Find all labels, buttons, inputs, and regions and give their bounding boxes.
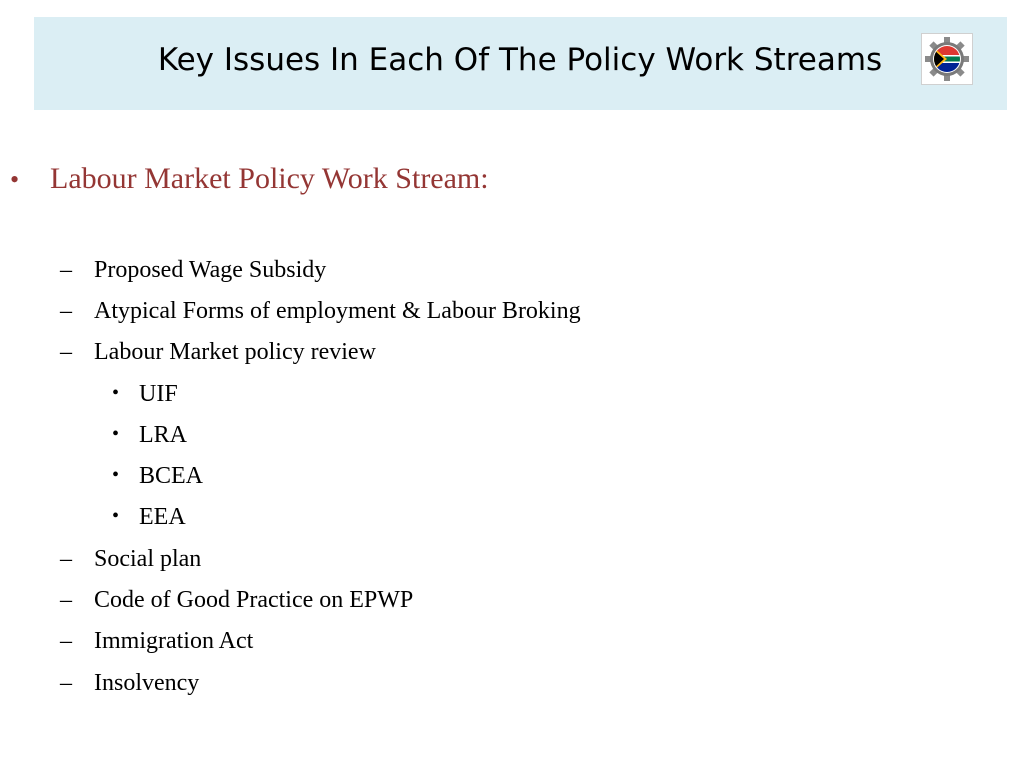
list-item — [60, 257, 326, 284]
dot-marker: • — [112, 464, 120, 486]
dot-marker: • — [112, 423, 120, 445]
dot-marker: • — [112, 382, 120, 404]
list-item — [112, 463, 203, 490]
list-item — [60, 587, 413, 614]
heading-bullet: • — [10, 165, 20, 194]
list-item — [60, 628, 253, 655]
item-text: Code of Good Practice on EPWP — [94, 587, 414, 613]
list-item — [60, 339, 376, 366]
list-item — [112, 504, 186, 531]
item-text: Proposed Wage Subsidy — [94, 257, 327, 283]
item-text: EEA — [139, 504, 186, 530]
list-item — [60, 298, 581, 325]
dash-marker: – — [60, 587, 72, 613]
slide-title: Key Issues In Each Of The Policy Work Streams — [157, 42, 883, 78]
item-text: Immigration Act — [94, 628, 254, 654]
dash-marker: – — [60, 546, 72, 572]
item-text: UIF — [139, 381, 178, 407]
list-item — [60, 670, 199, 697]
item-text: Insolvency — [94, 670, 200, 696]
list-item — [60, 546, 201, 573]
item-text: BCEA — [139, 463, 204, 489]
heading-item — [10, 162, 489, 196]
dash-marker: – — [60, 298, 72, 324]
dash-marker: – — [60, 339, 72, 365]
dash-marker: – — [60, 628, 72, 654]
item-text: Atypical Forms of employment & Labour Broking — [94, 298, 581, 324]
list-item — [112, 422, 187, 449]
item-text: LRA — [139, 422, 187, 448]
section-heading: Labour Market Policy Work Stream: — [50, 162, 489, 195]
list-item — [112, 381, 178, 408]
item-text: Social plan — [94, 546, 202, 572]
item-text: Labour Market policy review — [94, 339, 376, 365]
dash-marker: – — [60, 257, 72, 283]
dot-marker: • — [112, 505, 120, 527]
dash-marker: – — [60, 670, 72, 696]
